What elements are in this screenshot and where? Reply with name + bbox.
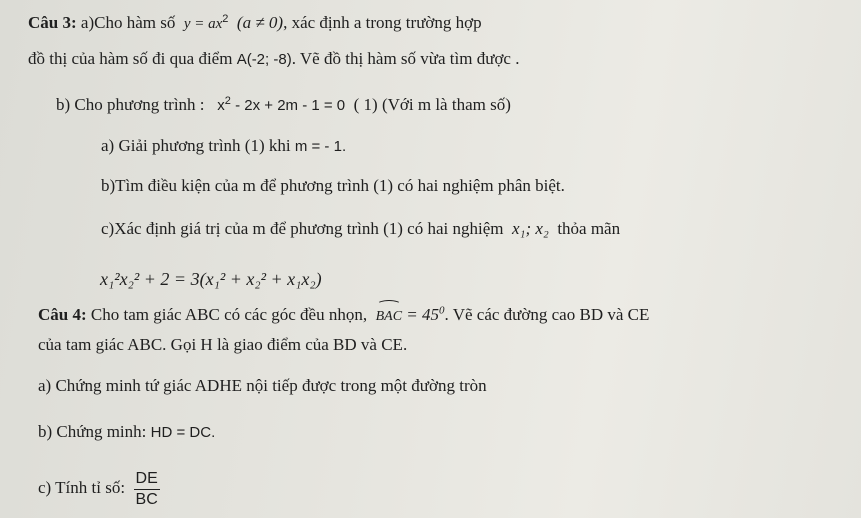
- q4-intro: Cho tam giác ABC có các góc đều nhọn,: [90, 305, 368, 324]
- q4-b-eq: HD = DC.: [150, 424, 216, 441]
- q3-b-intro: b) Cho phương trình :: [56, 95, 205, 114]
- q3-b-line: [56, 94, 511, 117]
- q3-condition-formula: x₁²x₂² + 2 = 3(x₁² + x₂² + x₁x₂): [100, 269, 322, 289]
- q3-bb-line: b)Tìm điều kiện của m để phương trình (1) có hai nghiệm phân biệt.: [101, 176, 565, 195]
- q4-intro-post: . Vẽ các đường cao BD và CE: [444, 305, 650, 324]
- angle-bac: BAC: [376, 306, 402, 328]
- q4-title: Câu 4:: [38, 305, 87, 324]
- point-a: A(-2; -8): [236, 51, 292, 68]
- q4-b-line: [38, 421, 215, 444]
- q3-ba-line: [101, 135, 346, 158]
- q3-line2-text: đồ thị của hàm số đi qua điểm: [28, 49, 233, 68]
- q4-line-1: [38, 304, 649, 328]
- equation-1: $x^2 - 2x + 2m - 1 = 0$: [217, 95, 346, 114]
- q3-function: $y = ax^2$: [183, 13, 229, 32]
- q3-bc-line: [101, 218, 620, 240]
- q3-a-intro: a)Cho hàm số: [80, 13, 176, 32]
- q3-a-rest: , xác định a trong trường hợp: [283, 13, 482, 32]
- q3-ba-text: a) Giải phương trình (1) khi: [101, 136, 291, 155]
- fraction-de-bc: [134, 469, 160, 510]
- q3-line2-post: . Vẽ đồ thị hàm số vừa tìm được .: [291, 49, 520, 68]
- q3-condition: (a ≠ 0): [236, 13, 284, 32]
- angle-value: = $45^0$: [406, 304, 445, 324]
- q3-line-1: [28, 12, 482, 35]
- fraction-denominator: BC: [135, 490, 158, 508]
- q4-a-line: a) Chứng minh tứ giác ADHE nội tiếp được trong một đường tròn: [38, 376, 487, 395]
- q4-line-2: của tam giác ABC. Gọi H là giao điểm của BD và CE.: [38, 335, 408, 354]
- q4-c-line: [38, 468, 160, 510]
- q3-bc-text: c)Xác định giá trị của m để phương trình (1) có hai nghiệm: [101, 219, 504, 238]
- fraction-numerator: DE: [134, 469, 160, 490]
- q4-b-text: b) Chứng minh:: [38, 422, 147, 441]
- q3-bc-roots: x₁; x₂: [511, 219, 549, 238]
- q4-c-text: c) Tính tỉ số:: [38, 478, 126, 497]
- q3-line-2: [28, 48, 519, 71]
- q3-title: Câu 3:: [28, 13, 77, 32]
- q3-ba-m: m = - 1.: [294, 138, 347, 155]
- q3-bc-post: thỏa mãn: [557, 219, 621, 238]
- equation-note: ( 1) (Với m là tham số): [353, 95, 511, 114]
